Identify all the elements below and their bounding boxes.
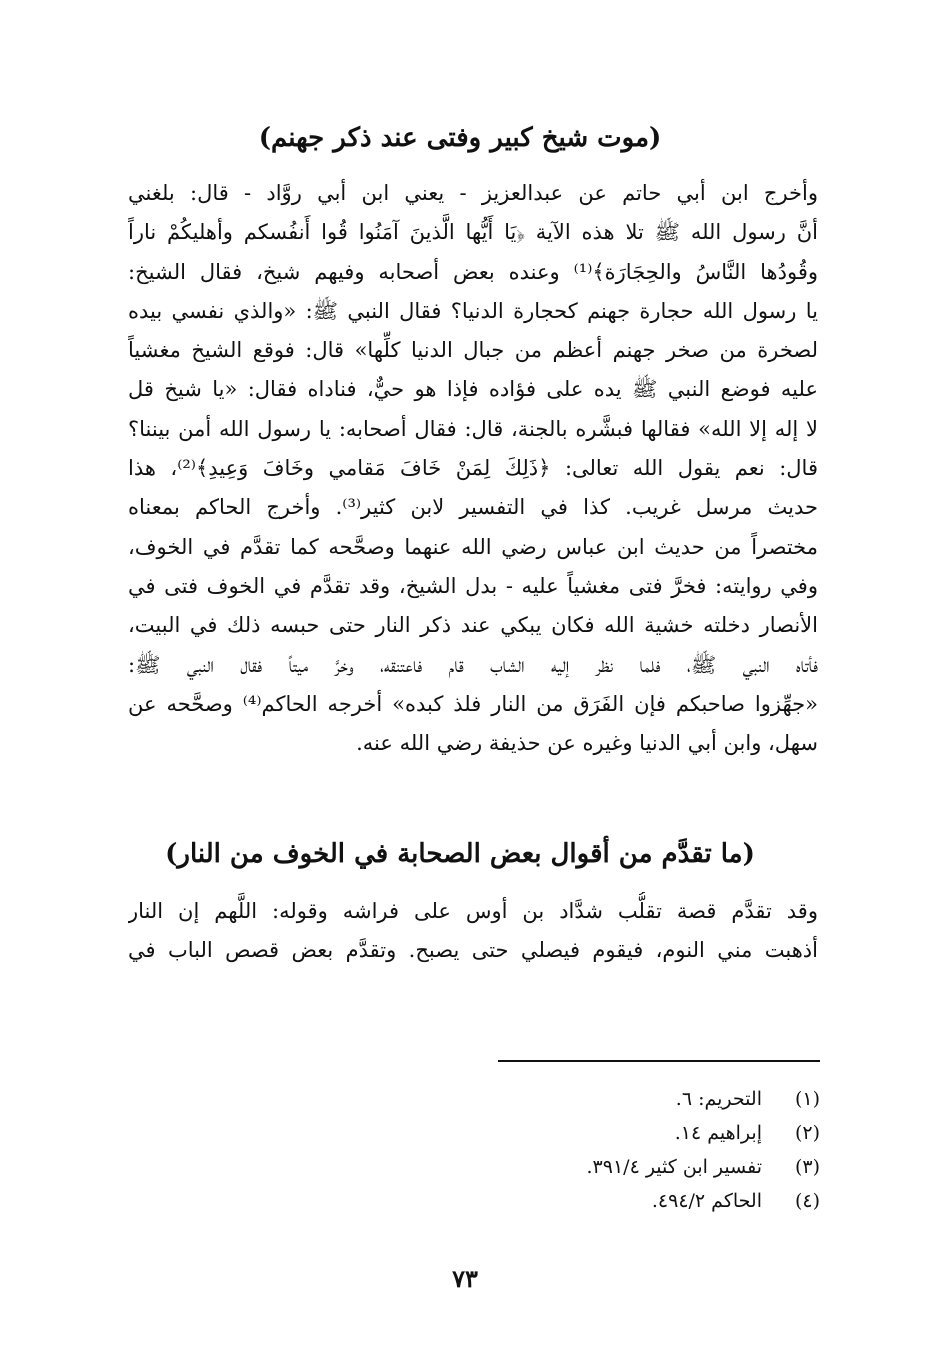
text-line: أنَّ رسول الله ﷺ تلا هذه الآية ﴿يَا أَيُّها الَّذينَ آمَنُوا قُوا أَنفُسكم وأهليكُمْ ناراً <box>128 220 818 245</box>
text-line: لا إله إلا الله» فقالها فبشَّره بالجنة، قال: فقال أصحابه: يا رسول الله أمن بيننا؟ <box>128 416 818 441</box>
text-line: حديث مرسل غريب. كذا في التفسير لابن كثير⁽³⁾. وأخرج الحاكم بمعناه <box>128 495 818 520</box>
text-line: يا رسول الله حجارة جهنم كحجارة الدنيا؟ فقال النبي ﷺ: «والذي نفسي بيده <box>128 298 818 323</box>
section-1-paragraph <box>128 174 818 763</box>
footnote-text: الحاكم ٤٩٤/٢. <box>651 1190 762 1212</box>
text-line: وقد تقدَّم قصة تقلُّب شدَّاد بن أوس على فراشه وقوله: اللَّهم إن النار <box>128 899 818 923</box>
text-line: لصخرة من صخر جهنم أعظم من جبال الدنيا كلِّها» قال: فوقع الشيخ مغشياً <box>128 338 818 363</box>
footnote-item <box>400 1184 820 1218</box>
text-line: قال: نعم يقول الله تعالى: ﴿ذَلِكَ لِمَنْ خَافَ مَقامي وخَافَ وَعِيدِ﴾⁽²⁾، هذا <box>128 456 818 481</box>
page-number: ٧٣ <box>452 1264 478 1293</box>
section-2-paragraph <box>128 892 818 971</box>
text-line: «جهِّزوا صاحبكم فإن الفَرَق من النار فلذ كبده» أخرجه الحاكم⁽⁴⁾ وصحَّحه عن <box>128 691 818 716</box>
text-line: مختصراً من حديث ابن عباس رضي الله عنهما وصحَّحه كما تقدَّم في الخوف، <box>128 534 818 559</box>
footnote-divider <box>498 1060 820 1062</box>
text-line: فأتاه النبي ﷺ، فلما نظر إليه الشاب قام فاعتنقه، وخرَّ ميتاً فقال النبي ﷺ: <box>128 652 818 677</box>
footnote-number: (٤) <box>794 1190 820 1212</box>
footnote-text: إبراهيم ١٤. <box>674 1122 762 1144</box>
footnote-text: تفسير ابن كثير ٣٩١/٤. <box>586 1156 762 1178</box>
footnote-number: (٢) <box>794 1122 820 1144</box>
footnotes-list <box>400 1082 820 1218</box>
section-heading-companions-sayings: (ما تقدَّم من أقوال بعض الصحابة في الخوف من النار) <box>165 839 755 869</box>
text-line: وقُودُها النَّاسُ والحِجَارَة﴾⁽¹⁾ وعنده بعض أصحابه وفيهم شيخ، فقال الشيخ: <box>128 259 818 284</box>
text-line: وفي روايته: فخرَّ فتى مغشياً عليه - بدل الشيخ، وقد تقدَّم في الخوف فتى في <box>128 573 818 598</box>
text-line: عليه فوضع النبي ﷺ يده على فؤاده فإذا هو حيٌّ، فناداه فقال: «يا شيخ قل <box>128 377 818 402</box>
text-line: وأخرج ابن أبي حاتم عن عبدالعزيز - يعني ابن أبي روَّاد - قال: بلغني <box>128 181 818 205</box>
footnote-text: التحريم: ٦. <box>675 1088 762 1110</box>
footnote-number: (١) <box>794 1088 820 1110</box>
footnote-item <box>400 1150 820 1184</box>
text-line: أذهبت مني النوم، فيقوم فيصلي حتى يصبح. وتقدَّم بعض قصص الباب في <box>128 938 818 963</box>
text-line: سهل، وابن أبي الدنيا وغيره عن حذيفة رضي الله عنه. <box>356 731 818 756</box>
footnote-item <box>400 1116 820 1150</box>
section-heading-death-of-old-man: (موت شيخ كبير وفتى عند ذكر جهنم) <box>258 123 662 153</box>
footnote-item <box>400 1082 820 1116</box>
text-line: الأنصار دخلته خشية الله فكان يبكي عند ذكر النار حتى حبسه ذلك في البيت، <box>128 613 818 638</box>
footnote-number: (٣) <box>794 1156 820 1178</box>
